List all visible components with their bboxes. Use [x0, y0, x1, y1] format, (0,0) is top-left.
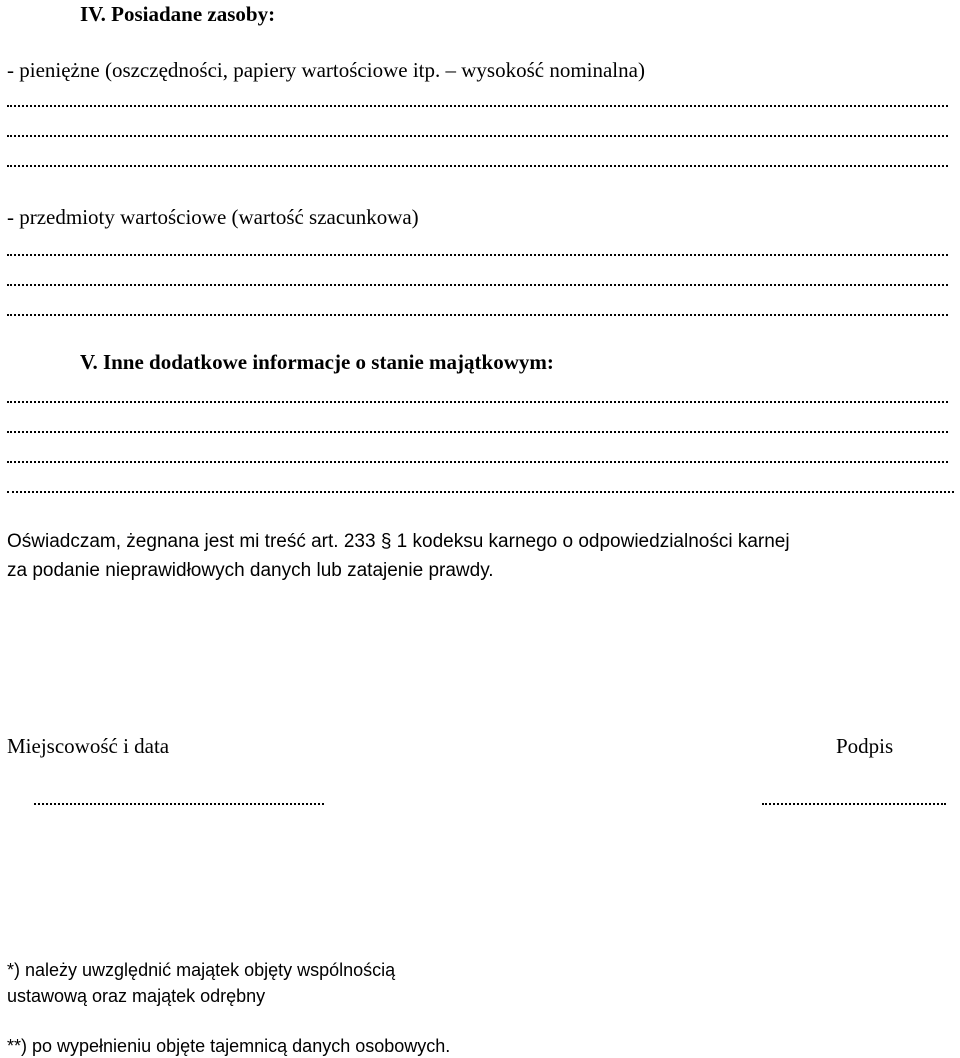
declaration-line-1: Oświadczam, żegnana jest mi treść art. 233 § 1 kodeksu karnego o odpowiedzialności karnej [7, 531, 790, 552]
money-fill-line-3 [7, 164, 948, 167]
valuables-fill-line-2 [7, 283, 948, 286]
declaration-line-2: za podanie nieprawidłowych danych lub zatajenie prawdy. [7, 560, 494, 581]
info-fill-line-1 [7, 400, 948, 403]
info-fill-line-4 [7, 490, 954, 493]
money-fill-line-2 [7, 134, 948, 137]
valuables-fill-line-3 [7, 313, 948, 316]
place-date-fill-line [34, 802, 324, 805]
money-fill-line-1 [7, 104, 948, 107]
valuables-label: - przedmioty wartościowe (wartość szacunkowa) [7, 205, 419, 229]
signature-fill-line [762, 802, 946, 805]
section-v-heading: V. Inne dodatkowe informacje o stanie majątkowym: [80, 350, 554, 374]
footnote-1-line-2: ustawową oraz majątek odrębny [7, 986, 266, 1006]
info-fill-line-3 [7, 460, 948, 463]
valuables-fill-line-1 [7, 253, 948, 256]
place-date-label: Miejscowość i data [7, 734, 170, 758]
section-iv-heading: IV. Posiadane zasoby: [80, 2, 276, 26]
money-resources-label: - pieniężne (oszczędności, papiery wartościowe itp. – wysokość nominalna) [7, 58, 645, 82]
signature-label: Podpis [836, 734, 894, 758]
footnote-1-line-1: *) należy uwzględnić majątek objęty wspólnością [7, 960, 396, 980]
footnote-2: **) po wypełnieniu objęte tajemnicą danych osobowych. [7, 1036, 451, 1056]
info-fill-line-2 [7, 430, 948, 433]
